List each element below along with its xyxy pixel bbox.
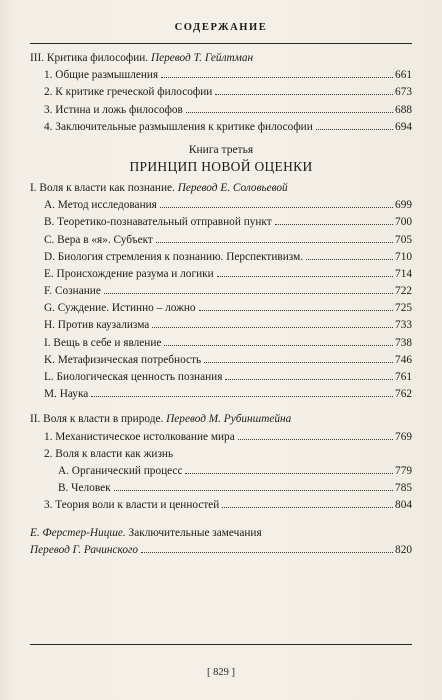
afterword-author: Е. Ферстер-Ницше. (30, 526, 126, 539)
dot-leader (306, 259, 393, 260)
toc-entry-page: 700 (395, 216, 412, 229)
toc-entry-page: 761 (395, 371, 412, 383)
toc-afterword-heading[interactable] (30, 525, 412, 542)
section-title: I. Воля к власти как познание. (30, 181, 175, 194)
toc-entry[interactable] (30, 446, 412, 463)
dot-leader (91, 396, 393, 397)
toc-entry-page: 769 (395, 430, 412, 443)
toc-entry-label: I. Вещь в себе и явление (44, 336, 162, 349)
toc-entry-label: 3. Теория воли к власти и ценностей (44, 499, 220, 512)
toc-section-heading[interactable] (30, 50, 412, 67)
dot-leader (160, 207, 393, 208)
toc-section-heading[interactable] (30, 411, 412, 428)
section-translator: Перевод Е. Соловьевой (177, 181, 288, 194)
toc-entry-label: A. Метод исследования (44, 199, 157, 212)
toc-entry-label: B. Человек (58, 482, 111, 495)
toc-entry-page: 710 (395, 250, 412, 263)
toc-entry[interactable] (30, 214, 412, 231)
toc-entry-label: 1. Механистическое истолкование мира (44, 430, 235, 443)
toc-entry-page: 661 (395, 69, 412, 82)
toc-entry-label: M. Наука (44, 388, 89, 401)
toc-entry-label: G. Суждение. Истинно – ложно (44, 302, 196, 315)
toc-entry[interactable] (30, 232, 412, 249)
toc-entry-page: 820 (395, 543, 412, 556)
dot-leader (204, 362, 393, 363)
dot-leader (316, 129, 393, 130)
header-rule (30, 43, 412, 44)
dot-leader (164, 345, 393, 346)
toc-entry-label: 2. К критике греческой философии (44, 86, 213, 99)
toc-entry[interactable] (30, 542, 412, 559)
toc-entry-page: 688 (395, 103, 412, 116)
dot-leader (156, 242, 393, 243)
toc-section-heading[interactable] (30, 180, 412, 197)
toc-entry-label: K. Метафизическая потребность (44, 353, 202, 366)
toc-entry-page: 699 (395, 199, 412, 212)
section-translator: Перевод М. Рубинштейна (166, 413, 292, 426)
afterword-translator: Перевод Г. Рачинского (30, 543, 139, 556)
section-title: III. Критика философии. (30, 52, 149, 64)
toc-entry[interactable] (30, 335, 412, 352)
toc-entry[interactable] (30, 369, 412, 386)
section-translator: Перевод Т. Гейлтман (150, 52, 254, 64)
toc-entry-page: 785 (395, 482, 412, 495)
dot-leader (152, 327, 393, 328)
toc-entry[interactable] (30, 266, 412, 283)
book-label: Книга третья (188, 143, 254, 156)
toc-entry-label: 2. Воля к власти как жизнь (44, 447, 174, 460)
afterword-title: Заключительные замечания (128, 526, 262, 539)
toc-entry-page: 722 (395, 285, 412, 298)
dot-leader (217, 276, 393, 277)
section-title: II. Воля к власти в природе. (30, 413, 164, 426)
toc-entry-page: 694 (395, 120, 412, 133)
toc-entry-page: 725 (395, 302, 412, 315)
toc-subentry[interactable] (30, 463, 412, 480)
toc-entry-page: 738 (395, 336, 412, 349)
toc-entry-label: B. Теоретико-познавательный отправной пункт (44, 216, 272, 229)
toc-entry-label: C. Вера в «я». Субъект (44, 233, 153, 246)
toc-entry-label: F. Сознание (44, 285, 101, 298)
toc-entry[interactable] (30, 283, 412, 300)
dot-leader (141, 552, 393, 553)
dot-leader (186, 112, 393, 113)
dot-leader (275, 224, 393, 225)
dot-leader (114, 490, 393, 491)
dot-leader (185, 473, 393, 474)
toc-entry[interactable] (30, 102, 412, 119)
toc-entry-label: L. Биологическая ценность познания (44, 371, 223, 383)
page-number: [ 829 ] (207, 667, 235, 678)
toc-entry[interactable] (30, 84, 412, 101)
toc-entry-page: 673 (395, 86, 412, 99)
toc-entry-page: 746 (395, 353, 412, 366)
toc-entry-page: 733 (395, 319, 412, 332)
book-title: ПРИНЦИП НОВОЙ ОЦЕНКИ (129, 158, 313, 174)
toc-entry[interactable] (30, 67, 412, 84)
table-of-contents (30, 50, 412, 559)
dot-leader (222, 507, 393, 508)
toc-entry[interactable] (30, 249, 412, 266)
toc-subentry[interactable] (30, 480, 412, 497)
toc-entry-page: 804 (395, 499, 412, 512)
toc-entry[interactable] (30, 352, 412, 369)
dot-leader (238, 439, 393, 440)
toc-entry-page: 714 (395, 267, 412, 280)
dot-leader (104, 293, 393, 294)
toc-entry[interactable] (30, 119, 412, 136)
toc-entry[interactable] (30, 317, 412, 334)
toc-entry[interactable] (30, 197, 412, 214)
dot-leader (199, 310, 393, 311)
toc-entry[interactable] (30, 429, 412, 446)
dot-leader (215, 94, 393, 95)
toc-entry[interactable] (30, 497, 412, 514)
toc-entry-label: D. Биология стремления к познанию. Перспективизм. (44, 250, 304, 263)
dot-leader (161, 77, 393, 78)
footer-rule (30, 644, 412, 645)
toc-entry[interactable] (30, 386, 412, 403)
page-header: СОДЕРЖАНИЕ (174, 22, 268, 33)
toc-entry-label: A. Органический процесс (58, 464, 183, 477)
toc-entry-label: E. Происхождение разума и логики (44, 267, 214, 280)
toc-entry-label: 1. Общие размышления (44, 69, 159, 82)
toc-entry-label: 3. Истина и ложь философов (44, 103, 183, 116)
toc-entry-page: 705 (395, 233, 412, 246)
dot-leader (225, 379, 393, 380)
toc-entry-label: H. Против каузализма (44, 319, 150, 332)
toc-entry-page: 762 (395, 388, 412, 401)
toc-entry[interactable] (30, 300, 412, 317)
toc-entry-label: 4. Заключительные размышления к критике философии (44, 120, 313, 133)
toc-entry-page: 779 (395, 464, 412, 477)
